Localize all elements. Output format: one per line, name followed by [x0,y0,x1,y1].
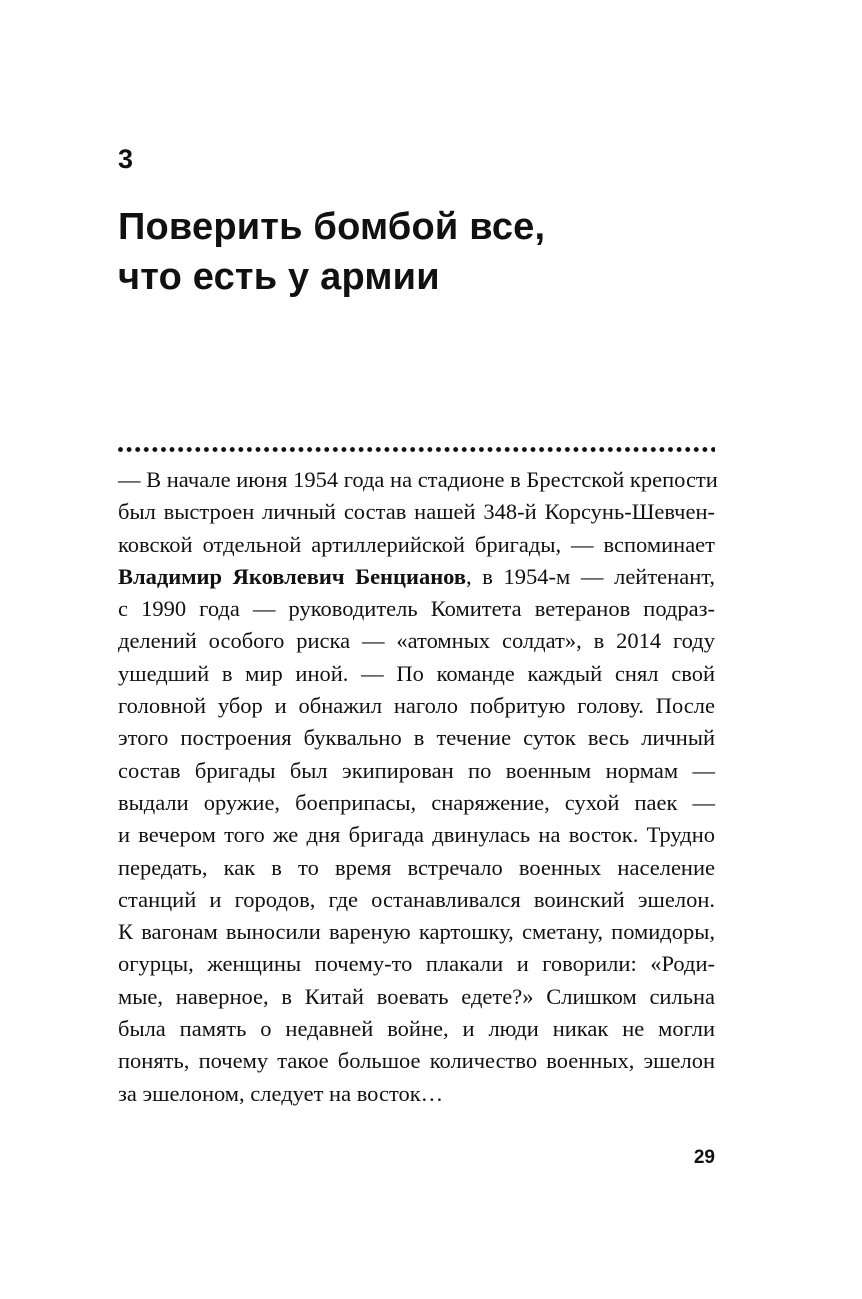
text-line: мые, наверное, в Китай воевать едете?» Слишком сильна [118,983,715,1009]
text-line: состав бригады был экипирован по военным нормам — [118,757,715,783]
text-line: выдали оружие, боеприпасы, снаряжение, сухой паек — [118,789,715,815]
text-line: был выстроен личный состав нашей 348-й Корсунь-Шевчен- [118,499,715,525]
text-line: была память о недавней войне, и люди никак не могли [118,1016,715,1042]
chapter-title-line: Поверить бомбой все, [118,206,546,248]
text-line [118,561,715,593]
page-number: 29 [693,1147,715,1168]
text-line: за эшелоном, следует на восток… [118,1080,444,1106]
body-text [118,464,718,1110]
text-line: ушедший в мир иной. — По команде каждый снял свой [118,660,715,686]
text-line: — В начале июня 1954 года на стадионе в Брестской крепости [118,467,718,492]
text-line: этого построения буквально в течение суток весь личный [118,725,715,751]
chapter-title-line: что есть у армии [118,256,440,298]
text-line: и вечером того же дня бригада двинулась на восток. Трудно [118,822,715,848]
dotted-divider [118,447,715,452]
text-fragment: , в 1954-м — лейтенант, [466,563,715,589]
text-line: огурцы, женщины почему-то плакали и говорили: «Роди- [118,951,715,977]
person-name: Владимир Яковлевич Бенцианов [118,563,467,589]
text-line: передать, как в то время встречало военных население [118,854,715,880]
text-line: делений особого риска — «атомных солдат», в 2014 году [118,628,715,654]
chapter-number: 3 [118,144,134,174]
text-line: понять, почему такое большое количество военных, эшелон [118,1048,715,1074]
text-line: головной убор и обнажил наголо побритую голову. После [118,693,715,719]
text-line: с 1990 года — руководитель Комитета ветеранов подраз- [118,596,715,622]
chapter-title [118,202,758,302]
text-line: станций и городов, где останавливался воинский эшелон. [118,886,715,912]
text-line: ковской отдельной артиллерийской бригады, — вспоминает [118,531,715,557]
text-line: К вагонам выносили вареную картошку, сметану, помидоры, [118,919,715,945]
